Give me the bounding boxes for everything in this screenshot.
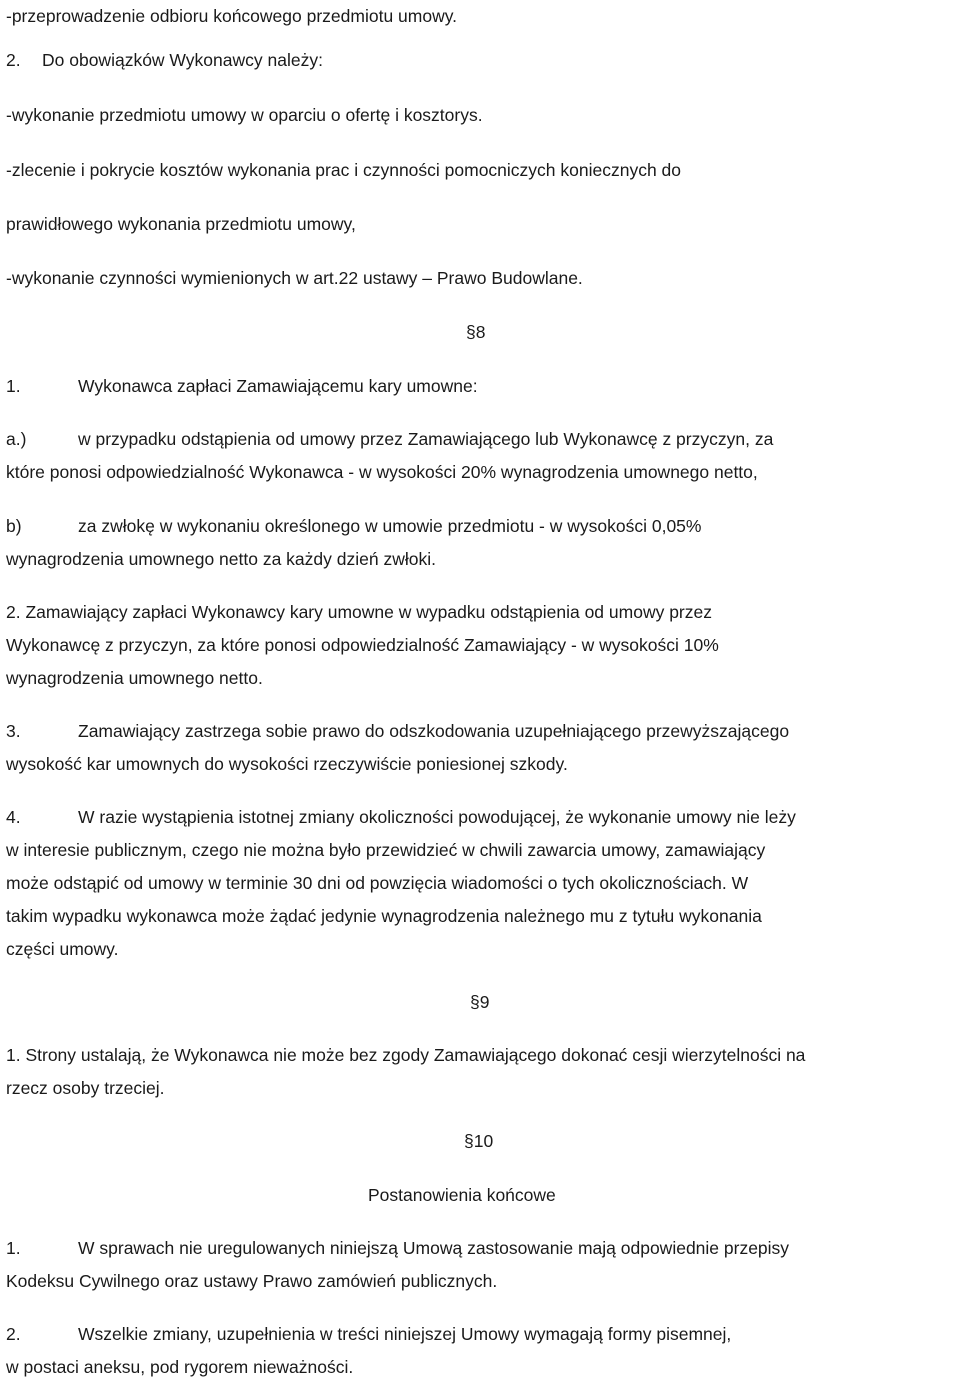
section-heading: §9 bbox=[470, 992, 490, 1012]
text-line: może odstąpić od umowy w terminie 30 dni od powzięcia wiadomości o tych okolicznościach. W bbox=[6, 873, 749, 893]
text-line: które ponosi odpowiedzialność Wykonawca - w wysokości 20% wynagrodzenia umownego netto, bbox=[6, 462, 758, 482]
text-line: W sprawach nie uregulowanych niniejszą Umową zastosowanie mają odpowiednie przepisy bbox=[78, 1238, 790, 1258]
text-line: rzecz osoby trzeciej. bbox=[6, 1078, 165, 1098]
text-line: w postaci aneksu, pod rygorem nieważności. bbox=[6, 1357, 354, 1377]
list-number: 1. bbox=[6, 376, 21, 396]
text-line: wynagrodzenia umownego netto. bbox=[6, 668, 263, 688]
text-line: Wszelkie zmiany, uzupełnienia w treści niniejszej Umowy wymagają formy pisemnej, bbox=[78, 1324, 732, 1344]
text-line: prawidłowego wykonania przedmiotu umowy, bbox=[6, 214, 356, 234]
text-line: Wykonawcę z przyczyn, za które ponosi odpowiedzialność Zamawiający - w wysokości 10% bbox=[6, 635, 719, 655]
text-line: takim wypadku wykonawca może żądać jedynie wynagrodzenia należnego mu z tytułu wykonania bbox=[6, 906, 762, 926]
section-title: Postanowienia końcowe bbox=[368, 1185, 556, 1205]
list-number: a.) bbox=[6, 429, 27, 449]
text-line: Wykonawca zapłaci Zamawiającemu kary umowne: bbox=[78, 376, 478, 396]
list-number: 1. bbox=[6, 1238, 21, 1258]
text-line: części umowy. bbox=[6, 939, 119, 959]
text-line: W razie wystąpienia istotnej zmiany okoliczności powodującej, że wykonanie umowy nie leży bbox=[78, 807, 796, 827]
text-line: -zlecenie i pokrycie kosztów wykonania prac i czynności pomocniczych koniecznych do bbox=[6, 160, 682, 180]
list-number: b) bbox=[6, 516, 22, 536]
text-line: 1. Strony ustalają, że Wykonawca nie może bez zgody Zamawiającego dokonać cesji wierzytelności na bbox=[6, 1045, 806, 1065]
list-number: 3. bbox=[6, 721, 21, 741]
text-line: za zwłokę w wykonaniu określonego w umowie przedmiotu - w wysokości 0,05% bbox=[78, 516, 702, 536]
list-number: 2. bbox=[6, 50, 21, 70]
list-number: 2. bbox=[6, 1324, 21, 1344]
section-heading: §8 bbox=[466, 322, 486, 342]
section-heading: §10 bbox=[464, 1131, 494, 1151]
list-number: 4. bbox=[6, 807, 21, 827]
text-line: wysokość kar umownych do wysokości rzeczywiście poniesionej szkody. bbox=[6, 754, 568, 774]
text-line: w przypadku odstąpienia od umowy przez Zamawiającego lub Wykonawcę z przyczyn, za bbox=[78, 429, 774, 449]
text-line: w interesie publicznym, czego nie można było przewidzieć w chwili zawarcia umowy, zamawiający bbox=[6, 840, 766, 860]
text-line: Do obowiązków Wykonawcy należy: bbox=[42, 50, 323, 70]
text-line: Kodeksu Cywilnego oraz ustawy Prawo zamówień publicznych. bbox=[6, 1271, 498, 1291]
text-line: Zamawiający zastrzega sobie prawo do odszkodowania uzupełniającego przewyższającego bbox=[78, 721, 790, 741]
text-line: -przeprowadzenie odbioru końcowego przedmiotu umowy. bbox=[6, 6, 458, 26]
text-line: 2. Zamawiający zapłaci Wykonawcy kary umowne w wypadku odstąpienia od umowy przez bbox=[6, 602, 712, 622]
text-line: -wykonanie przedmiotu umowy w oparciu o ofertę i kosztorys. bbox=[6, 105, 483, 125]
text-line: wynagrodzenia umownego netto za każdy dzień zwłoki. bbox=[6, 549, 436, 569]
text-line: -wykonanie czynności wymienionych w art.22 ustawy – Prawo Budowlane. bbox=[6, 268, 583, 288]
